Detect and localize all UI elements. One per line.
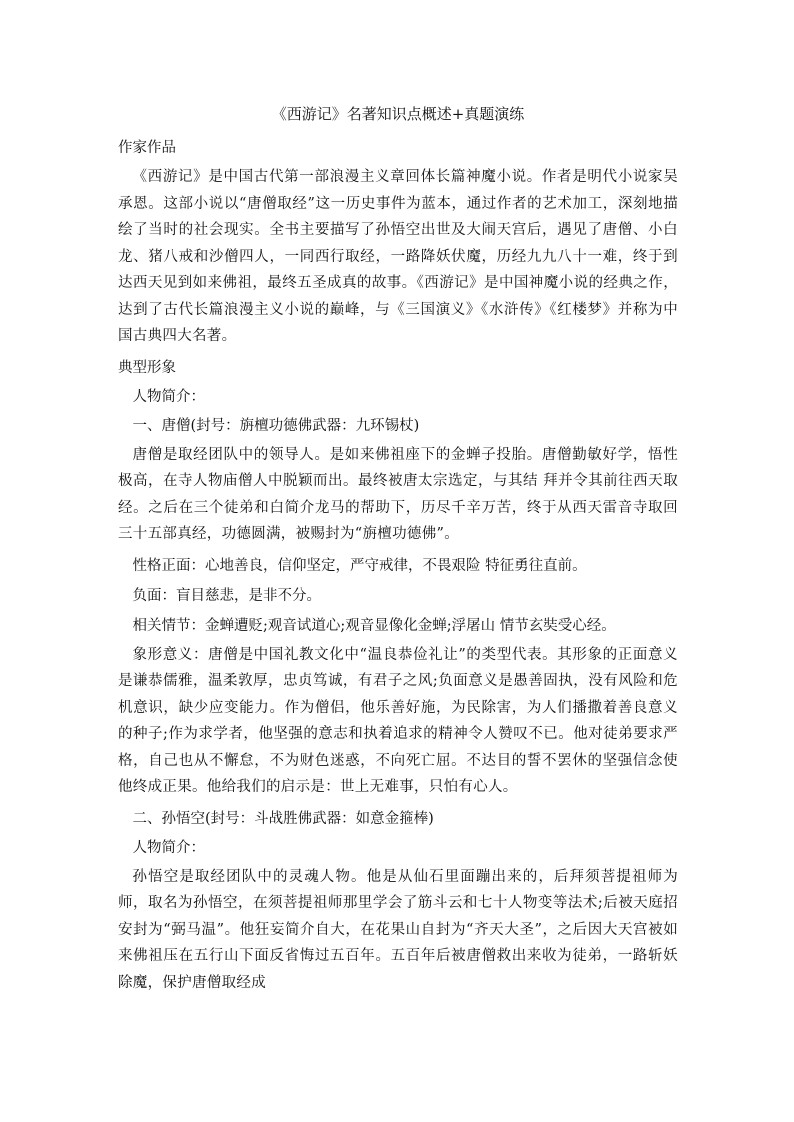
character-heading-tang-seng: 一、唐僧(封号：旃檀功德佛武器：九环锡杖) bbox=[132, 417, 420, 434]
character-intro-tang-seng: 唐僧是取经团队中的领导人。是如来佛祖座下的金蝉子投胎。唐僧勤敏好学，悟性极高，在寺人物庙僧人中脱颖而出。最终被唐太宗选定，与其结 拜并令其前往西天取经。之后在三个徒弟和白简介龙马的帮助下，历尽千辛万苦，终于从西天雷音寺取回三十五部真经，功德圆满，被赐封为“旃檀功德佛”。 bbox=[118, 446, 678, 542]
document-title: 《西游记》名著知识点概述+真题演练 bbox=[271, 105, 525, 123]
document-body bbox=[118, 102, 678, 1000]
character-negative-traits: 负面：盲目慈悲，是非不分。 bbox=[132, 587, 321, 604]
section-heading-author: 作家作品 bbox=[118, 140, 176, 156]
section-heading-characters: 典型形象 bbox=[118, 359, 176, 376]
character-heading-sun-wukong: 二、孙悟空(封号：斗战胜佛武器：如意金箍棒) bbox=[132, 810, 434, 827]
character-related-plots: 相关情节：金蝉遭贬;观音试道心;观音显像化金蝉;浮屠山 情节玄奘受心经。 bbox=[132, 617, 616, 634]
profile-label: 人物简介： bbox=[132, 839, 205, 856]
character-intro-sun-wukong: 孙悟空是取经团队中的灵魂人物。他是从仙石里面蹦出来的，后拜须菩提祖师为师，取名为孙悟空，在须菩提祖师那里学会了筋斗云和七十人物变等法术;后被天庭招安封为“弼马温”。他狂妄简介自大，在花果山自封为“齐天大圣”，之后因大天宫被如来佛祖压在五行山下面反省悔过五百年。五百年后被唐僧救出来收为徒弟，一路斩妖除魔，保护唐僧取经成 bbox=[118, 868, 678, 991]
intro-paragraph: 《西游记》是中国古代第一部浪漫主义章回体长篇神魔小说。作者是明代小说家吴承恩。这部小说以“唐僧取经”这一历史事件为蓝本，通过作者的艺术加工，深刻地描绘了当时的社会现实。全书主要描写了孙悟空出世及大闹天宫后，遇见了唐僧、小白龙、猪八戒和沙僧四人，一同西行取经，一路降妖伏魔，历经九九八十一难，终于到达西天见到如来佛祖，最终五圣成真的故事。《西游记》是中国神魔小说的经典之作，达到了古代长篇浪漫主义小说的巅峰，与《三国演义》《水浒传》《红楼梦》并称为中国古典四大名著。 bbox=[118, 169, 678, 344]
character-meaning-tang-seng: 象形意义：唐僧是中国礼教文化中“温良恭俭礼让”的类型代表。其形象的正面意义是谦恭儒雅，温柔敦厚，忠贞笃诚，有君子之风;负面意义是愚善固执，没有风险和危机意识，缺少应变能力。作为僧侣，他乐善好施，为民除害，为人们播撒着善良意义的种子;作为求学者，他坚强的意志和执着追求的精神令人赞叹不已。他对徒弟要求严格，自己也从不懈怠，不为财色迷惑，不向死亡屈。不达目的誓不罢休的坚强信念使他终成正果。他给我们的启示是：世上无难事，只怕有心人。 bbox=[118, 646, 678, 795]
profile-label: 人物简介： bbox=[132, 388, 205, 405]
character-positive-traits: 性格正面：心地善良，信仰坚定，严守戒律，不畏艰险 特征勇往直前。 bbox=[132, 557, 587, 574]
